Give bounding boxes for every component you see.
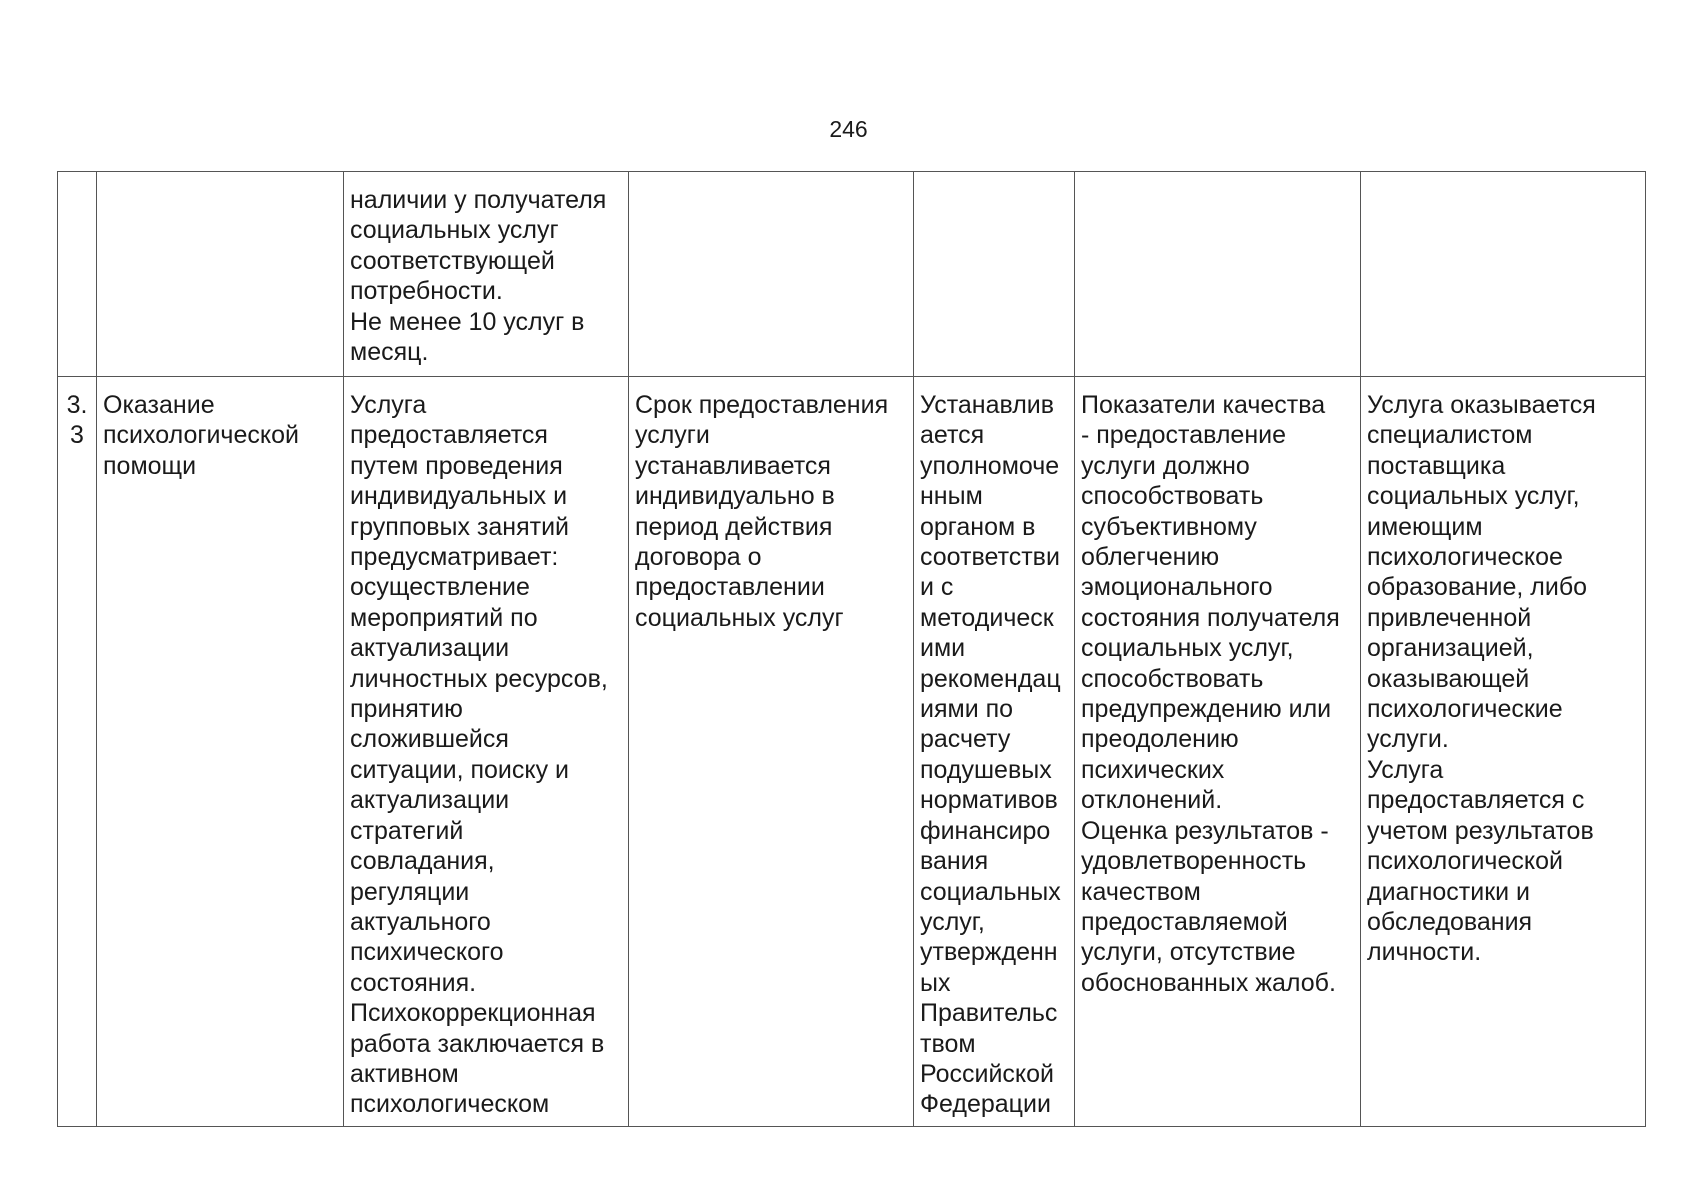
table-row xyxy=(58,172,1646,377)
cell-number xyxy=(58,172,97,377)
cell-per-capita-norms xyxy=(914,172,1075,377)
cell-service-term: Срок предоставления услуги устанавливается индивидуально в период действия договора о предоставлении социальных услуг xyxy=(629,377,914,1127)
cell-service-conditions: Услуга оказывается специалистом поставщика социальных услуг, имеющим психологическое образование, либо привлеченной организацией, оказывающей психологические услуги. Услуга предоставляется с учетом результатов психологической диагностики и обследования личности. xyxy=(1361,377,1646,1127)
services-table xyxy=(57,171,1646,1127)
cell-quality-indicators: Показатели качества - предоставление услуги должно способствовать субъективному облегчению эмоционального состояния получателя социальных услуг, способствовать предупреждению или преодолению психических отклонений. Оценка результатов - удовлетворенность качеством предоставляемой услуги, отсутствие обоснованных жалоб. xyxy=(1075,377,1361,1127)
cell-service-conditions xyxy=(1361,172,1646,377)
cell-service-description: наличии у получателя социальных услуг соответствующей потребности. Не менее 10 услуг в месяц. xyxy=(344,172,629,377)
cell-service-name: Оказание психологической помощи xyxy=(97,377,344,1127)
cell-per-capita-norms: Устанавлив ается уполномоче нным органом в соответстви и с методическ ими рекомендац иями по расчету подушевых нормативов финансиро вания социальных услуг, утвержденн ых Правительс твом Российской Федерации xyxy=(914,377,1075,1127)
cell-service-name xyxy=(97,172,344,377)
cell-service-term xyxy=(629,172,914,377)
table-row xyxy=(58,377,1646,1127)
cell-number: 3. 3 xyxy=(58,377,97,1127)
cell-quality-indicators xyxy=(1075,172,1361,377)
page-number: 246 xyxy=(829,116,868,142)
cell-service-description: Услуга предоставляется путем проведения индивидуальных и групповых занятий предусматривает: осуществление мероприятий по актуализации личностных ресурсов, принятию сложившейся ситуации, поиску и актуализации стратегий совладания, регуляции актуального психического состояния. Психокоррекционная работа заключается в активном психологическом xyxy=(344,377,629,1127)
